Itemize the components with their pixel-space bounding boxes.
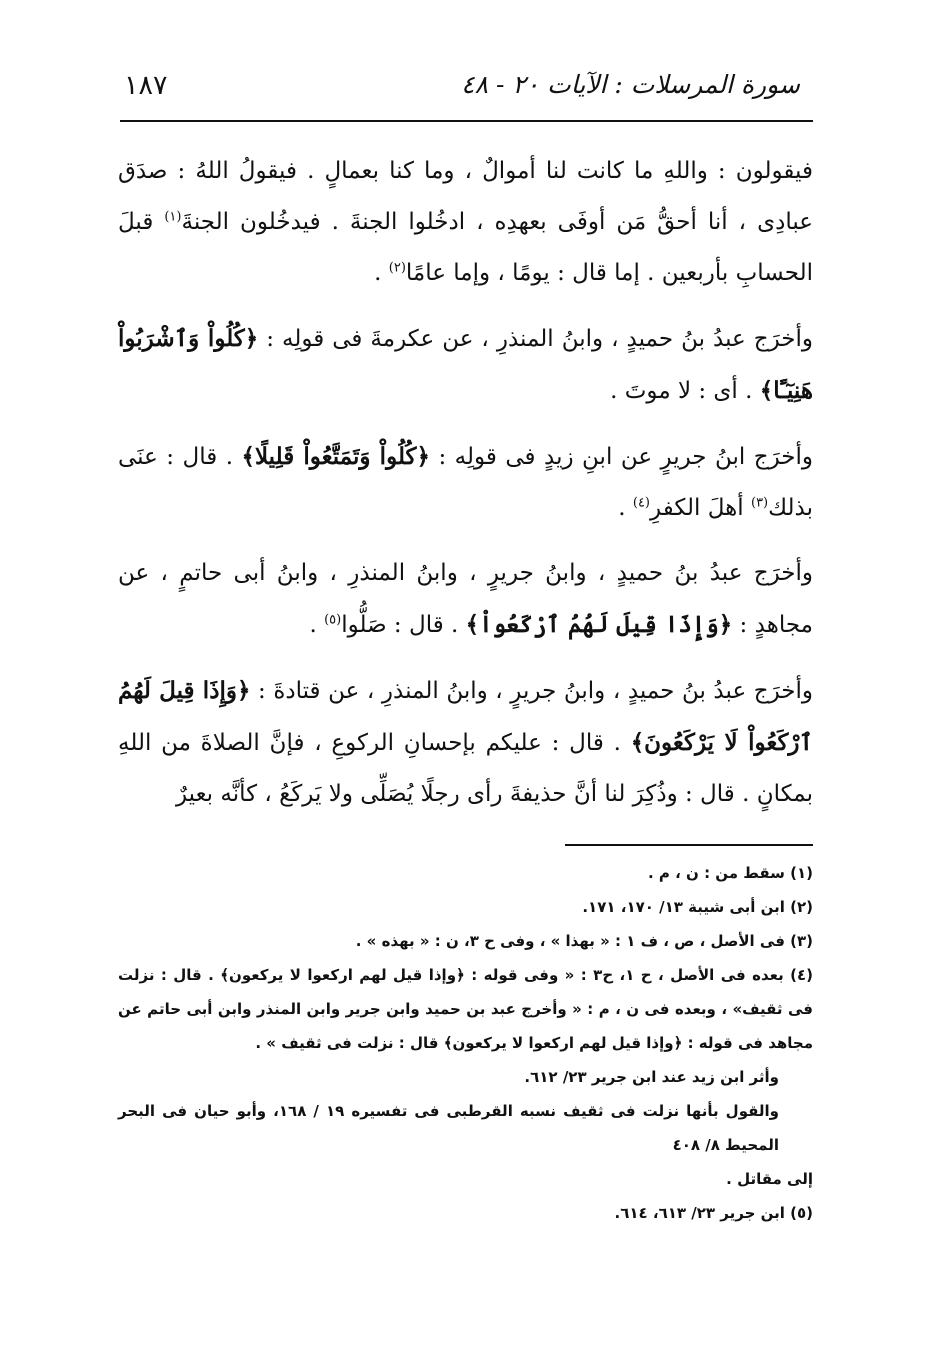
footnote-ref: (٢) [388, 260, 406, 276]
paragraph-text: . [309, 612, 325, 638]
footnotes [118, 856, 813, 1230]
footnote-3: (٣) فى الأصل ، ص ، ف ١ : « بهذا » ، وفى ح ٣، ن : « بهذه » . [355, 932, 813, 950]
quran-quote: ﴿وَإِذَا قِيلَ لَهُمُ ٱرْكَعُواْ لَا يَرْكَعُونَ﴾ [118, 677, 813, 756]
paragraph-text: وأخرَج عبدُ بنُ حميدٍ ، وابنُ جريرٍ ، وابنُ المنذرِ ، عن قتادةَ : [250, 678, 813, 704]
paragraph-text: وأخرَج عبدُ بنُ حميدٍ ، وابنُ المنذرِ ، عن عكرمةَ فى قولِه : [258, 326, 813, 352]
footnote-separator [565, 844, 813, 846]
header-rule [120, 120, 813, 122]
footnote-5: (٥) ابن جرير ٢٣/ ٦١٣، ٦١٤. [614, 1204, 813, 1222]
footnote-1: (١) سقط من : ن ، م . [647, 864, 813, 882]
paragraph-4 [118, 548, 813, 651]
paragraph-text: . [374, 260, 389, 286]
quran-quote: ﴿كُلُواْ وَتَمَتَّعُواْ قَلِيلًا﴾ [241, 443, 430, 470]
running-header [120, 62, 815, 118]
footnote-4-note: والقول بأنها نزلت فى ثقيف نسبه القرطبى فى تفسيره ١٩ / ١٦٨، وأبو حيان فى البحر المحيط ٨/ ٤٠٨ [118, 1102, 779, 1154]
paragraph-text: . قال : صَلُّوا [341, 612, 466, 638]
paragraph-3 [118, 431, 813, 534]
paragraph-text: . قال : عنَى بذلك [118, 444, 813, 521]
paragraph-text: وأخرَج ابنُ جريرٍ عن ابنِ زيدٍ فى قولِه : [430, 444, 813, 470]
footnote-ref: (٣) [750, 495, 769, 511]
quran-quote: ﴿وَإِذَا قِيلَ لَهُمُ ٱرْكَعُواْ﴾ [465, 611, 733, 638]
surah-title: سورة المرسلات : الآيات ٢٠ - ٤٨ [461, 70, 800, 99]
paragraph-text: . أى : لا موتَ . [610, 378, 760, 404]
footnote-4-note-continuation: إلى مقاتل . [726, 1170, 813, 1188]
quran-quote: ﴿كُلُواْ وَٱشْرَبُواْ هَنِيٓـًٔا﴾ [118, 325, 813, 404]
footnote-2: (٢) ابن أبى شيبة ١٣/ ١٧٠، ١٧١. [582, 898, 813, 916]
paragraph-text: أهلَ الكفرِ [650, 495, 751, 521]
paragraph-text: . [618, 495, 633, 521]
footnote-ref: (٥) [324, 612, 342, 628]
paragraph-text: . قال : عليكم بإحسانِ الركوعِ ، فإنَّ الصلاةَ من اللهِ بمكانٍ . قال : وذُكِرَ لنا أنَّ حذيفةَ رأى رجلًا يُصَلِّى ولا يَركَعُ ، كأنَّه بعيرٌ [118, 730, 813, 807]
main-text [118, 146, 813, 834]
footnote-4: (٤) بعده فى الأصل ، ح ١، ح٣ : « وفى قوله : ﴿وإذا قيل لهم اركعوا لا يركعون﴾ . قال : نزلت فى ثقيف» ، وبعده فى ن ، م : « وأخرج عبد بن حميد وابن جرير وابن المنذر وابن أبى حاتم عن مجاهد فى قوله : ﴿وإذا قيل لهم اركعوا لا يركعون﴾ قال : نزلت فى ثقيف » . [118, 966, 813, 1052]
paragraph-text: قبلَ الحسابِ بأربعين . إما قال : يومًا ، وإما عامًا [118, 209, 813, 286]
footnote-ref: (٤) [632, 495, 650, 511]
footnote-ref: (١) [164, 209, 182, 225]
paragraph-2 [118, 313, 813, 417]
footnote-4-note: وأثر ابن زيد عند ابن جرير ٢٣/ ٦١٢. [524, 1068, 779, 1086]
page-number: ١٨٧ [124, 70, 168, 101]
paragraph-text: فيقولون : واللهِ ما كانت لنا أموالٌ ، وما كنا بعمالٍ . فيقولُ اللهُ : صدَق عبادِى ، أنا أحقُّ مَن أوفَى بعهدِه ، ادخُلوا الجنةَ . فيدخُلون الجنةَ [118, 158, 813, 235]
paragraph-1 [118, 146, 813, 299]
paragraph-text: وأخرَج عبدُ بنُ حميدٍ ، وابنُ جريرٍ ، وابنُ المنذرِ ، وابنُ أبى حاتمٍ ، عن مجاهدٍ : [118, 560, 813, 638]
paragraph-5 [118, 665, 813, 820]
